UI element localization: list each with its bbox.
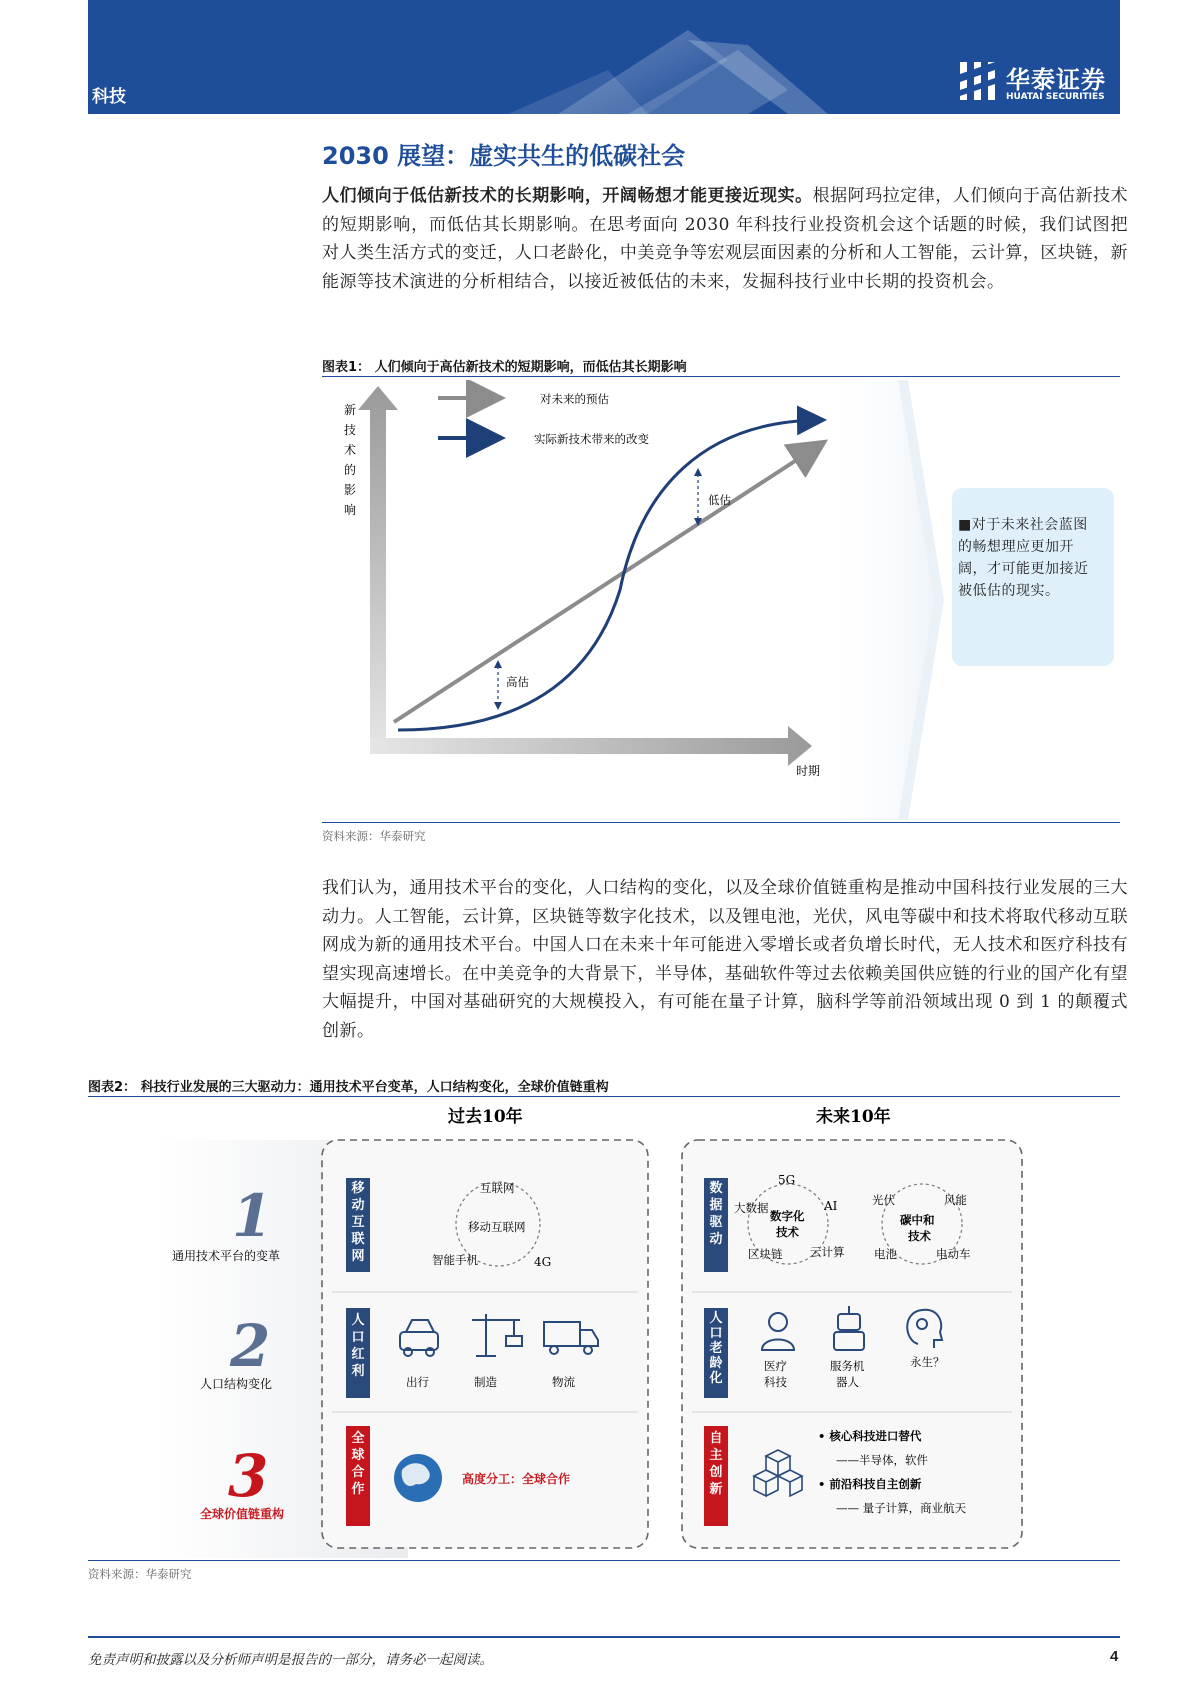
digital-center-1: 数字化	[770, 1209, 805, 1223]
carbon-tl: 光伏	[872, 1193, 895, 1207]
y-label-char: 术	[344, 443, 357, 457]
carbon-center-2: 技术	[908, 1229, 931, 1243]
vertical-tag-char: 联	[351, 1232, 365, 1247]
vertical-tag-char: 数	[709, 1181, 723, 1196]
figure2-title: 图表2： 科技行业发展的三大驱动力：通用技术平台变革，人口结构变化，全球价值链重构	[88, 1080, 609, 1095]
vertical-tag-char: 动	[351, 1198, 365, 1213]
figure1-title: 图表1： 人们倾向于高估新技术的短期影响，而低估其长期影响	[322, 360, 687, 375]
logo-text-cn: 华泰证券	[1006, 66, 1106, 94]
vertical-tag-char: 球	[351, 1448, 365, 1463]
future-row2-b1: 服务机	[830, 1359, 865, 1373]
forecast-line	[394, 446, 818, 722]
footer-disclaimer: 免责声明和披露以及分析师声明是报告的一部分，请务必一起阅读。	[88, 1652, 493, 1668]
vertical-tag-label	[350, 1180, 365, 1264]
driver-number-3: 3	[228, 1442, 269, 1510]
past-row2-item-2: 制造	[474, 1375, 497, 1389]
digital-right: AI	[824, 1199, 838, 1213]
future-row2-a2: 科技	[764, 1375, 787, 1389]
past-row1-left: 智能手机	[432, 1253, 478, 1267]
future-row2-a1: 医疗	[764, 1359, 787, 1373]
vertical-tag-char: 动	[709, 1232, 723, 1247]
vertical-tag-char: 网	[351, 1249, 365, 1264]
column-future-header: 未来10年	[816, 1107, 891, 1127]
future-row2-c: 永生？	[910, 1355, 945, 1369]
figure1-x-axis	[370, 726, 812, 766]
future-row3-line-1: • 核心科技进口替代	[818, 1429, 922, 1443]
vertical-tag-char: 互	[351, 1215, 365, 1230]
future-row2-b2: 器人	[836, 1375, 859, 1389]
driver-number-1: 1	[232, 1182, 273, 1250]
figure1-y-axis	[358, 386, 398, 754]
footer-rule	[88, 1636, 1120, 1638]
callout-text: ■对于未来社会蓝图的畅想理应更加开阔，才可能更加接近被低估的现实。	[958, 517, 1089, 599]
vertical-tag-char: 作	[351, 1482, 365, 1497]
vertical-tag-char: 自	[709, 1431, 723, 1446]
vertical-tag-char: 人	[709, 1311, 723, 1326]
header-sector-label: 科技	[92, 87, 126, 107]
carbon-bl: 电池	[874, 1247, 897, 1261]
future-row3-line-2: ——半导体，软件	[836, 1453, 928, 1467]
intro-lead: 人们倾向于低估新技术的长期影响，开阔畅想才能更接近现实。	[322, 186, 813, 206]
vertical-tag-label	[708, 1311, 722, 1386]
vertical-tag-char: 创	[709, 1465, 723, 1480]
vertical-tag-char: 化	[709, 1371, 723, 1386]
body-paragraph-2: 我们认为，通用技术平台的变化，人口结构的变化，以及全球价值链重构是推动中国科技行业发展的三大动力。人工智能，云计算，区块链等数字化技术，以及锂电池，光伏，风电等碳中和技术将取代移动互联网成为新的通用技术平台。中国人口在未来十年可能进入零增长或者负增长时代，无人技术和医疗科技有望实现高速增长。在中美竞争的大背景下，半导体，基础软件等过去依赖美国供应链的行业的国产化有望大幅提升，中国对基础研究的大规模投入，有可能在量子计算，脑科学等前沿领域出现 0 到 1 的颠覆式创新。	[322, 878, 1128, 1041]
annot-underestimate: 低估	[708, 493, 731, 507]
past-row1-center: 移动互联网	[468, 1220, 526, 1234]
vertical-tag-char: 利	[351, 1364, 365, 1379]
legend-forecast-label: 对未来的预估	[540, 392, 609, 406]
past-row2-item-1: 出行	[406, 1375, 429, 1389]
figure1-x-label: 时期	[796, 764, 821, 778]
carbon-tr: 风能	[944, 1193, 967, 1207]
digital-bl: 区块链	[748, 1247, 783, 1261]
digital-br: 云计算	[810, 1245, 845, 1259]
driver-label-3: 全球价值链重构	[200, 1507, 285, 1521]
digital-left: 大数据	[734, 1201, 769, 1215]
column-past-header: 过去10年	[448, 1107, 523, 1127]
digital-center-2: 技术	[776, 1225, 799, 1239]
past-row1-top: 互联网	[480, 1181, 515, 1195]
vertical-tag-char: 移	[351, 1181, 365, 1196]
page-number: 4	[1110, 1648, 1119, 1665]
vertical-tag-char: 人	[351, 1313, 365, 1328]
future-row3-line-3: • 前沿科技自主创新	[818, 1477, 922, 1491]
y-label-char: 技	[344, 423, 357, 437]
section-title: 2030 展望：虚实共生的低碳社会	[322, 142, 686, 170]
figure2-top-rule	[88, 1096, 1120, 1097]
vertical-tag-char: 合	[351, 1465, 365, 1480]
figure1-source: 资料来源：华泰研究	[322, 829, 426, 843]
y-label-char: 影	[344, 483, 357, 497]
y-label-char: 响	[344, 503, 357, 517]
annot-overestimate: 高估	[506, 675, 529, 689]
carbon-br: 电动车	[936, 1247, 971, 1261]
figure1-top-rule	[322, 376, 1120, 377]
figure2-source: 资料来源：华泰研究	[88, 1567, 192, 1581]
past-row2-item-3: 物流	[552, 1375, 575, 1389]
vertical-tag-char: 主	[709, 1448, 723, 1463]
figure1-y-label	[344, 403, 356, 517]
logo-text-en: HUATAI SECURITIES	[1006, 92, 1105, 102]
y-label-char: 新	[344, 403, 357, 417]
digital-top: 5G	[778, 1173, 796, 1187]
vertical-tag-char: 老	[709, 1341, 723, 1356]
intro-body: 根据阿玛拉定律，人们倾向于高估新技术的短期影响，而低估其长期影响。在思考面向 2030 年科技行业投资机会这个话题的时候，我们试图把对人类生活方式的变迁，人口老龄化，中美竞争等宏观层面因素的分析和人工智能，云计算，区块链，新能源等技术演进的分析相结合，以接近被低估的未来，发掘科技行业中长期的投资机会。	[322, 186, 1129, 292]
vertical-tag-char: 新	[709, 1482, 723, 1497]
vertical-tag-char: 全	[351, 1431, 365, 1446]
huatai-logo-icon	[958, 60, 998, 102]
actual-curve	[398, 420, 818, 730]
vertical-tag-char: 口	[709, 1326, 723, 1341]
legend-actual-label: 实际新技术带来的改变	[534, 432, 649, 446]
past-row1-right: 4G	[534, 1255, 552, 1269]
intro-paragraph	[322, 182, 1128, 296]
driver-label-1: 通用技术平台的变革	[172, 1249, 281, 1263]
vertical-tag-char: 驱	[709, 1215, 723, 1230]
vertical-tag-char: 口	[351, 1330, 365, 1345]
driver-number-2: 2	[230, 1312, 271, 1380]
carbon-center-1: 碳中和	[900, 1213, 935, 1227]
vertical-tag-char: 据	[709, 1198, 723, 1213]
globe-icon	[394, 1454, 442, 1502]
figure2-bottom-rule	[88, 1560, 1120, 1561]
figure2-diagram	[88, 1100, 1120, 1560]
figure1-bottom-rule	[322, 822, 1120, 823]
vertical-tag-char: 龄	[709, 1356, 723, 1371]
vertical-tag-char: 红	[351, 1347, 365, 1362]
driver-label-2: 人口结构变化	[200, 1377, 273, 1391]
future-row3-line-4: —— 量子计算，商业航天	[836, 1501, 967, 1515]
past-row3-text: 高度分工：全球合作	[462, 1472, 571, 1486]
y-label-char: 的	[344, 463, 357, 477]
